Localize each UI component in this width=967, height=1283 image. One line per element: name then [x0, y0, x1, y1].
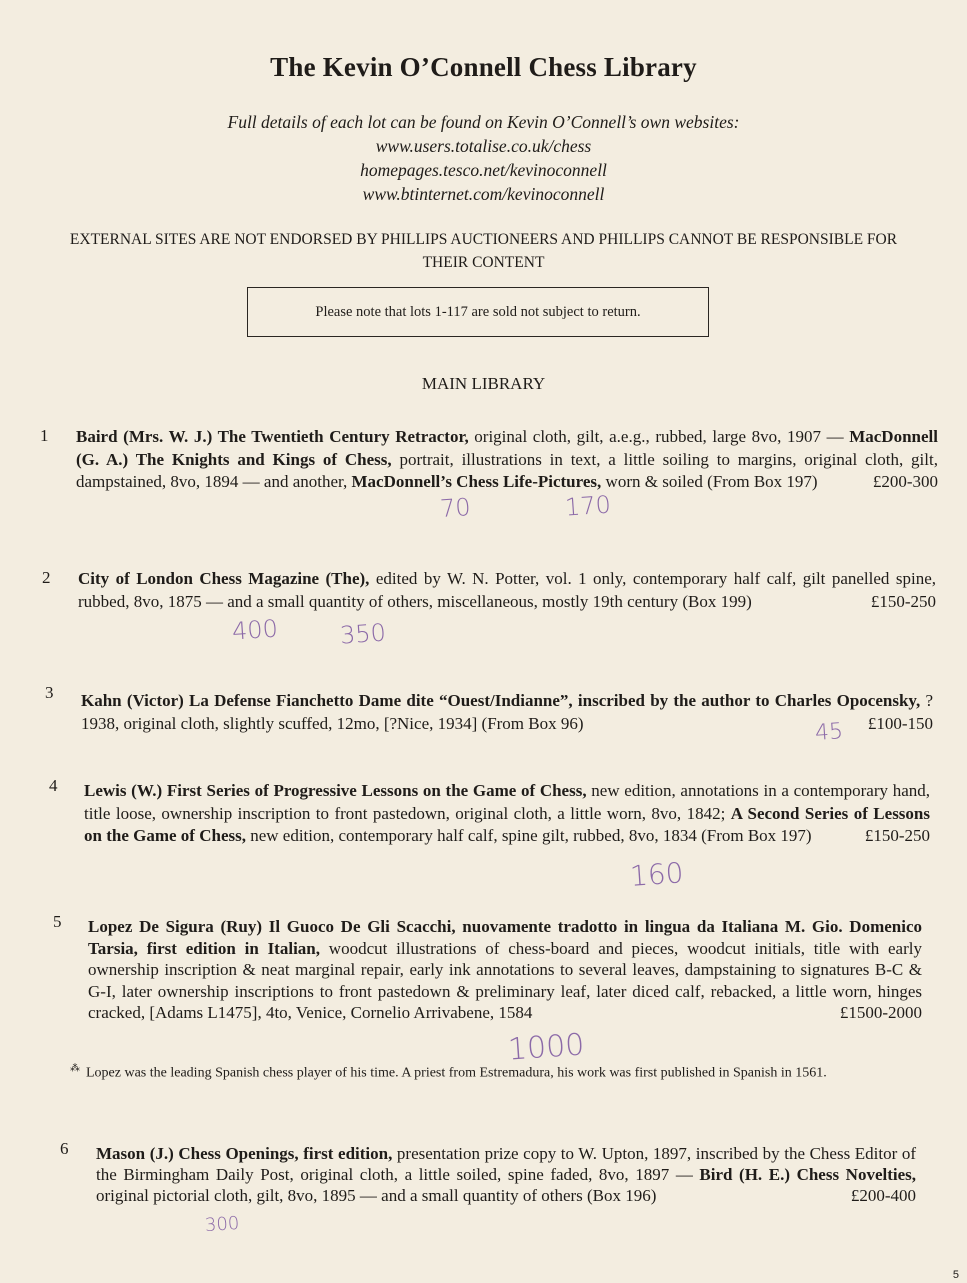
lot-description: presentation prize copy to W. Upton, 1897, inscribed by the Chess Editor of the Birmingham Daily Post, original cloth, a little soiled, spine faded, 8vo, 1897 — [96, 1144, 916, 1184]
lot-description: original pictorial cloth, gilt, 8vo, 1895 — and a small quantity of others (Box 196) [96, 1186, 657, 1205]
lot-number: 1 [40, 426, 49, 445]
page-title: The Kevin O’Connell Chess Library [270, 52, 697, 82]
lot-title: Bird (H. E.) Chess Novelties, [699, 1165, 917, 1184]
lot-description: portrait, illustrations in text, a little soiling to margins, original cloth, gilt, dampstained, 8vo, 1894 — and another, [76, 449, 938, 491]
lot-estimate: £200-300 [872, 472, 938, 491]
page-number: 5 [952, 1269, 959, 1281]
lot-title: Lewis (W.) First Series of Progressive Lessons on the Game of Chess, [84, 781, 587, 800]
lot-title: Baird (Mrs. W. J.) The Twentieth Century Retractor, [76, 427, 469, 446]
section-heading: MAIN LIBRARY [421, 374, 546, 393]
lot-description: ?1938, original cloth, slightly scuffed, 12mo, [?Nice, 1934] (From Box 96) [81, 691, 933, 733]
handwritten-price: 350 [339, 618, 387, 650]
handwritten-price: 300 [204, 1212, 241, 1237]
lot-entry [76, 426, 938, 494]
lot-number: 4 [49, 776, 58, 795]
return-notice-box [247, 287, 709, 337]
lot-description: new edition, annotations in a contemporary hand, title loose, ownership inscription to front pastedown, original cloth, a little worn, 8vo, 1842; [84, 781, 930, 823]
handwritten-price: 400 [231, 614, 279, 646]
return-notice-text: Please note that lots 1-117 are sold not subject to return. [315, 303, 641, 320]
asterism-icon: ⁂ [70, 1063, 80, 1074]
lot-title: A Second Series of Lessons on the Game of Chess, [84, 803, 930, 845]
lot-number: 6 [60, 1139, 69, 1158]
lot-title: Kahn (Victor) La Defense Fianchetto Dame dite “Ouest/Indianne”, inscribed by the author to Charles Opocensky, [81, 691, 921, 710]
website-link[interactable]: www.users.totalise.co.uk/chess [375, 136, 592, 156]
lot-estimate: £150-250 [870, 591, 936, 611]
lot-entry [78, 568, 936, 613]
lot-entry [81, 690, 933, 735]
handwritten-price: 170 [564, 490, 612, 522]
lot-estimate: £1500-2000 [839, 1003, 922, 1022]
lot-title: MacDonnell’s Chess Life-Pictures, [351, 472, 602, 491]
disclaimer-text: EXTERNAL SITES ARE NOT ENDORSED BY PHILLIPS AUCTIONEERS AND PHILLIPS CANNOT BE RESPONSIBLE FOR THEIR CONTENT [69, 231, 898, 271]
website-link[interactable]: www.btinternet.com/kevinoconnell [362, 184, 605, 204]
lot-title: Mason (J.) Chess Openings, first edition, [96, 1144, 393, 1163]
footnote-text: Lopez was the leading Spanish chess player of his time. A priest from Estremadura, his work was first published in Spanish in 1561. [86, 1065, 827, 1081]
lot-title: Lopez De Sigura (Ruy) Il Guoco De Gli Scacchi, nuovamente tradotto in lingua da Italiana M. Gio. Domenico Tarsia, first edition in Italian, [88, 917, 922, 958]
lot-description: worn & soiled (From Box 197) [601, 472, 818, 491]
lot-number: 3 [45, 683, 54, 702]
handwritten-price: 1000 [506, 1027, 586, 1068]
lot-number: 5 [53, 912, 62, 931]
lot-estimate: £200-400 [850, 1186, 916, 1205]
handwritten-price: 160 [628, 856, 685, 893]
lot-entry [88, 916, 922, 1024]
websites-block [0, 110, 967, 206]
website-link[interactable]: homepages.tesco.net/kevinoconnell [360, 160, 607, 180]
handwritten-price: 70 [439, 492, 472, 524]
lot-number: 2 [42, 568, 51, 587]
lot-footnote [70, 1060, 920, 1083]
websites-intro: Full details of each lot can be found on Kevin O’Connell’s own websites: [227, 112, 740, 132]
lot-title: City of London Chess Magazine (The), [78, 569, 370, 588]
lot-description: edited by W. N. Potter, vol. 1 only, contemporary half calf, gilt panelled spine, rubbed, 8vo, 1875 — and a small quantity of others, miscellaneous, mostly 19th century (Box 199) [78, 569, 936, 611]
lot-description: new edition, contemporary half calf, spine gilt, rubbed, 8vo, 1834 (From Box 197) [245, 826, 812, 845]
lot-entry [96, 1143, 916, 1206]
lot-title: MacDonnell (G. A.) The Knights and Kings of Chess, [76, 427, 938, 469]
lot-entry [84, 780, 930, 848]
lot-estimate: £150-250 [864, 826, 930, 845]
handwritten-price: 45 [814, 719, 844, 746]
lot-description: woodcut illustrations of chess-board and pieces, woodcut initials, title with early ownership inscription & neat marginal repair, early ink annotations to several leaves, dampstaining to signatures B-C & G-I, later ownership inscriptions to front pastedown & preliminary leaf, later diced calf, rebacked, a little worn, hinges cracked, [Adams L1475], 4to, Venice, Cornelio Arrivabene, 1584 [88, 938, 922, 1022]
lot-description: original cloth, gilt, a.e.g., rubbed, large 8vo, 1907 — [468, 427, 850, 446]
lot-estimate: £100-150 [867, 713, 933, 733]
